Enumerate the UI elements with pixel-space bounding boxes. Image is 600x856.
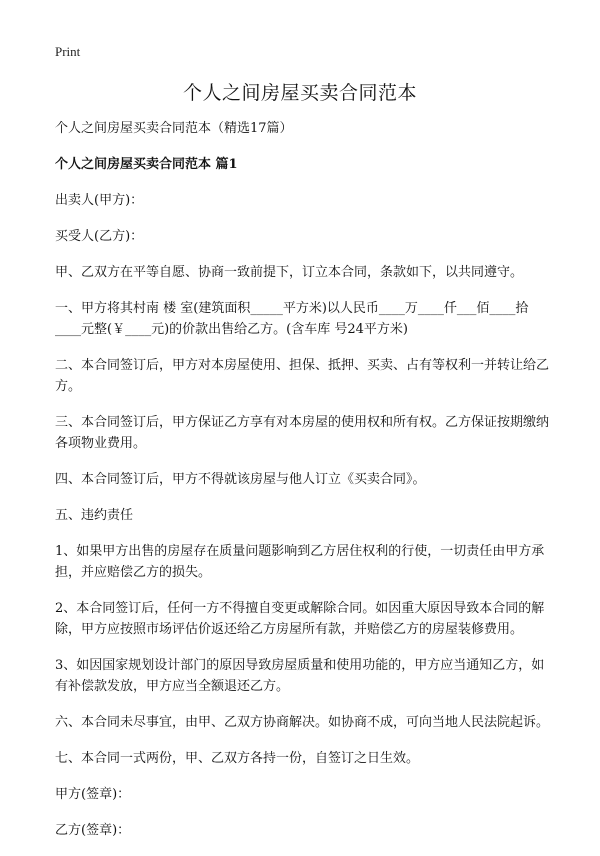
liability-item-3: 3、如因国家规划设计部门的原因导致房屋质量和使用功能的，甲方应当通知乙方，如有补偿款发放，甲方应当全额退还乙方。 [55, 658, 545, 694]
clause-4: 四、本合同签订后，甲方不得就该房屋与他人订立《买卖合同》。 [55, 472, 426, 487]
buyer-line: 买受人(乙方)： [55, 229, 144, 244]
document-body [55, 118, 550, 856]
document-subtitle: 个人之间房屋买卖合同范本（精选17篇） [55, 121, 293, 136]
clause-3: 三、本合同签订后，甲方保证乙方享有对本房屋的使用权和所有权。乙方保证按期缴纳各项物业费用。 [55, 415, 550, 451]
document-title: 个人之间房屋买卖合同范本 [182, 82, 417, 104]
liability-item-1: 1、如果甲方出售的房屋存在质量问题影响到乙方居住权利的行使，一切责任由甲方承担，并应赔偿乙方的损失。 [55, 544, 545, 580]
party-b-signature: 乙方(签章)： [55, 823, 131, 838]
section-heading: 个人之间房屋买卖合同范本 篇1 [55, 157, 238, 172]
liability-item-2: 2、本合同签订后，任何一方不得擅自变更或解除合同。如因重大原因导致本合同的解除，甲方应按照市场评估价返还给乙方房屋所有款，并赔偿乙方的房屋装修费用。 [55, 601, 545, 637]
print-link[interactable]: Print [55, 44, 81, 59]
clause-2: 二、本合同签订后，甲方对本房屋使用、担保、抵押、买卖、占有等权利一并转让给乙方。 [55, 358, 550, 394]
clause-5-heading: 五、违约责任 [55, 508, 134, 523]
party-a-signature: 甲方(签章)： [55, 787, 131, 802]
preamble-paragraph: 甲、乙双方在平等自愿、协商一致前提下，订立本合同，条款如下，以共同遵守。 [55, 265, 524, 280]
clause-6: 六、本合同未尽事宜，由甲、乙双方协商解决。如协商不成，可向当地人民法院起诉。 [55, 715, 550, 730]
clause-7: 七、本合同一式两份，甲、乙双方各持一份，自签订之日生效。 [55, 751, 420, 766]
clause-1: 一、甲方将其村南 楼 室(建筑面积_____平方米)以人民币____万____仟___佰____拾____元整(￥____元)的价款出售给乙方。(含车库 号24平方米) [55, 301, 529, 337]
seller-line: 出卖人(甲方)： [55, 193, 144, 208]
